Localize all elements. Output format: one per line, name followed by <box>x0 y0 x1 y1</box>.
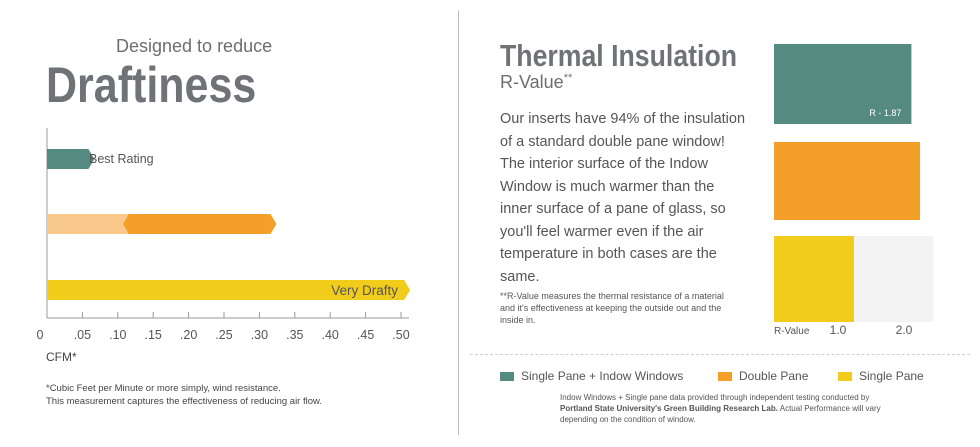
legend-label-double: Double Pane <box>739 369 809 383</box>
legend-divider <box>470 354 970 355</box>
draft-best-label: Best Rating <box>89 152 154 166</box>
legend-item-double <box>718 369 808 383</box>
draft-chart-subtitle: Designed to reduce <box>116 36 273 56</box>
rvalue-bar-single <box>774 236 854 322</box>
legend-label-indow: Single Pane + Indow Windows <box>521 369 684 383</box>
draft-bar-indow <box>47 149 94 169</box>
thermal-subtitle <box>500 72 572 93</box>
rvalue-bar-label: R - 1.87 <box>869 108 902 118</box>
draft-footnote-line1: *Cubic Feet per Minute or more simply, wind resistance. <box>46 383 281 394</box>
draft-drafty-label: Very Drafty <box>331 283 398 298</box>
rvalue-axis-label: R-Value <box>774 326 810 337</box>
rvalue-note: **R-Value measures the thermal resistance of a material and it's effectiveness at keeping the outside out and the inside in. <box>500 291 724 325</box>
thermal-paragraph: Our inserts have 94% of the insulation of a standard double pane window! The interior surface of the Indow Window is much warmer than the inner surface of a pane of glass, so you'll feel warmer even if the air temperature in both cases are the same. <box>500 111 746 285</box>
legend-label-single: Single Pane <box>859 369 924 383</box>
legend-item-indow <box>500 369 683 383</box>
thermal-subtitle-mark: ** <box>563 72 573 84</box>
draft-tick-label: .05 <box>73 328 92 342</box>
draft-tick-label: .50 <box>392 328 410 342</box>
source-bold: Portland State University's Green Building Research Lab. <box>560 404 778 413</box>
rvalue-tick-label: 2.0 <box>895 323 913 337</box>
draft-chart <box>0 0 460 350</box>
draft-axis-unit: CFM* <box>46 350 77 364</box>
legend-swatch-single <box>838 372 852 381</box>
draft-tick-label: .35 <box>286 328 304 342</box>
draft-tick-label: .25 <box>215 328 233 342</box>
thermal-subtitle-text: R-Value <box>500 72 564 92</box>
thermal-title: Thermal Insulation <box>500 38 738 73</box>
draft-tick-label: .20 <box>179 328 198 342</box>
source-line2: Actual Performance will vary depending on the condition of window. <box>560 404 881 424</box>
draft-footnote <box>46 382 322 408</box>
draft-tick-label: .15 <box>144 328 162 342</box>
draft-tick-label: .40 <box>321 328 339 342</box>
rvalue-bar-double <box>774 142 920 220</box>
panel-divider <box>458 10 459 435</box>
draft-tick-label: .30 <box>250 328 269 342</box>
draft-tick-label: .10 <box>109 328 127 342</box>
legend-swatch-indow <box>500 372 514 381</box>
legend-swatch-double <box>718 372 732 381</box>
rvalue-tick-label: 1.0 <box>829 323 847 337</box>
draft-tick-label: .45 <box>356 328 375 342</box>
rvalue-chart <box>760 30 970 350</box>
legend-item-single <box>838 369 924 383</box>
draft-bar-double <box>123 214 277 234</box>
draft-bar-double-range <box>47 214 129 234</box>
draft-chart-title: Draftiness <box>46 57 257 113</box>
draft-tick-label: 0 <box>36 328 44 342</box>
draft-footnote-line2: This measurement captures the effectiveness of reducing air flow. <box>46 396 322 407</box>
source-note <box>560 392 900 425</box>
source-line1: Indow Windows + Single pane data provided through independent testing conducted by <box>560 393 870 402</box>
